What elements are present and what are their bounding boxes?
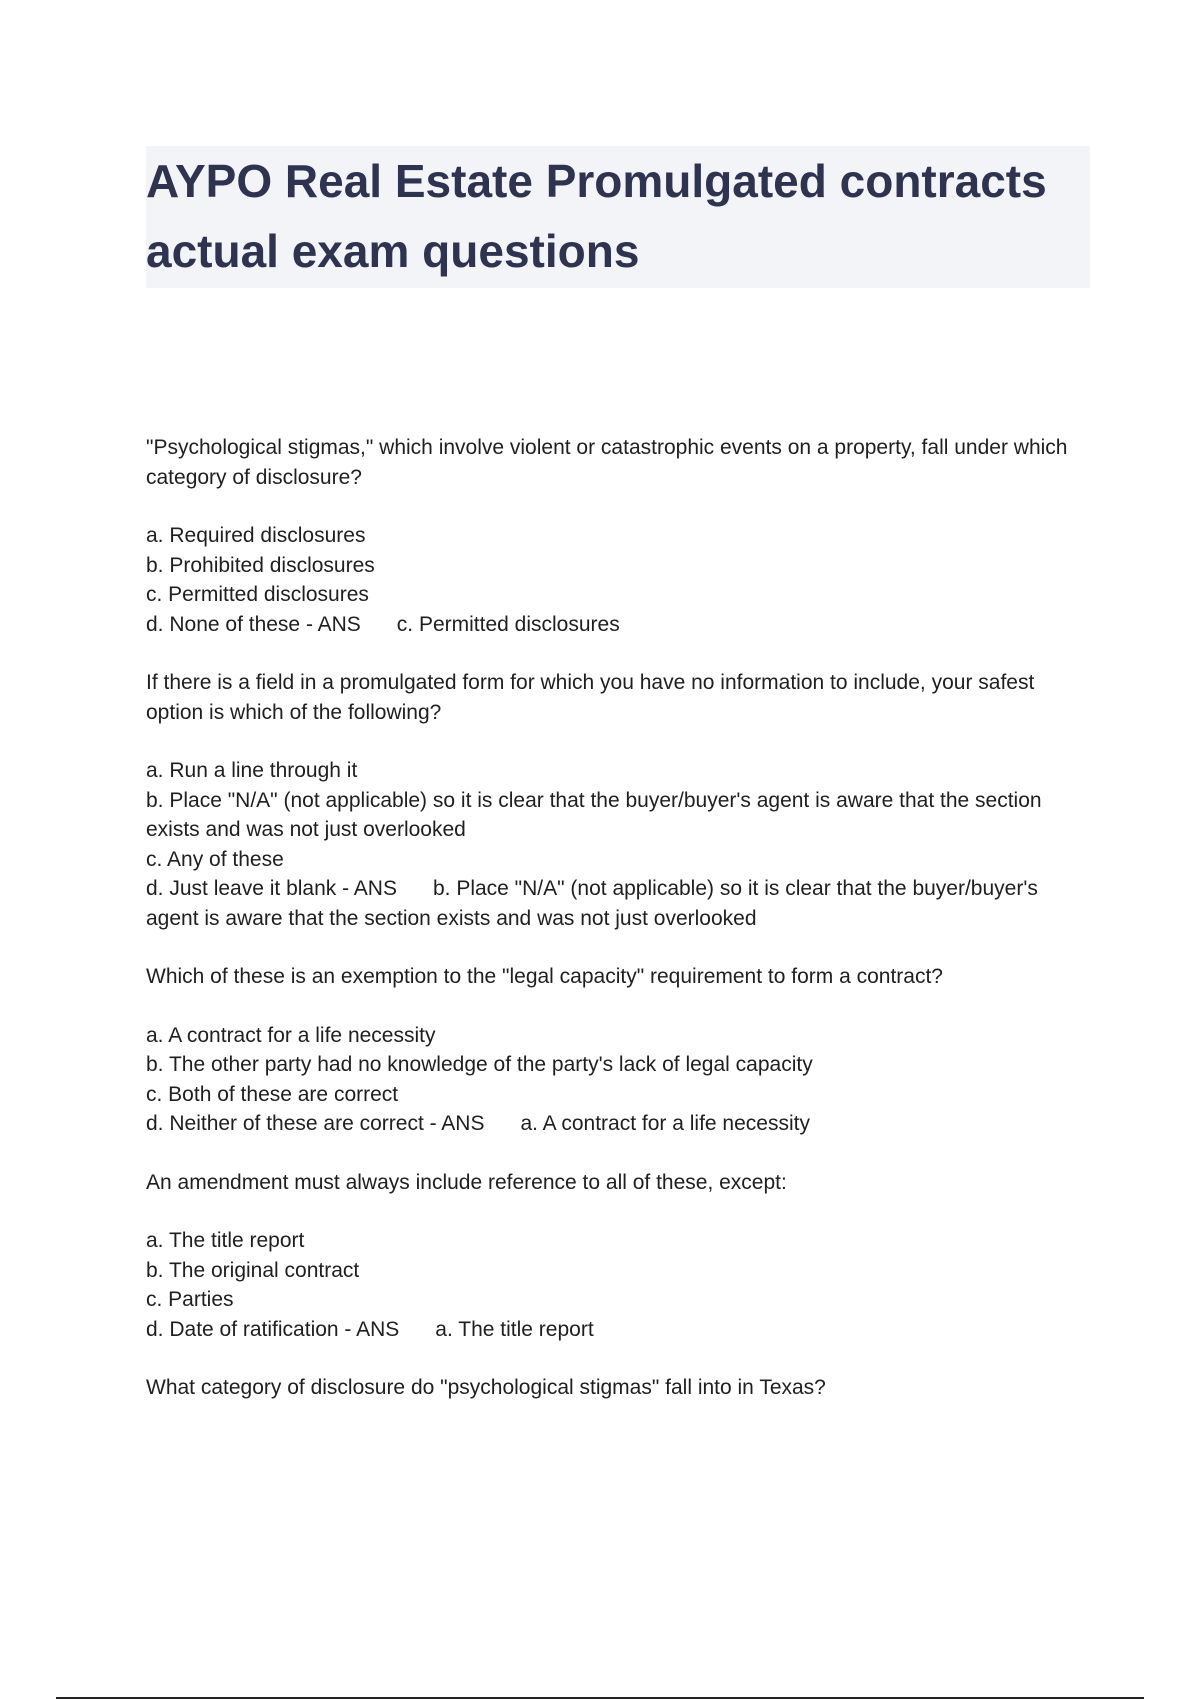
question-block-1 — [146, 433, 1096, 639]
option-d: d. Neither of these are correct - ANS — [146, 1112, 485, 1135]
question-block-2 — [146, 668, 1096, 933]
option-b: b. Prohibited disclosures — [146, 553, 375, 577]
option-d: d. Just leave it blank - ANS — [146, 877, 397, 900]
option-d-with-answer — [146, 874, 1096, 933]
question-text: What category of disclosure do "psychological stigmas" fall into in Texas? — [146, 1376, 826, 1399]
title-banner — [146, 146, 1090, 288]
answer-text: a. The title report — [435, 1317, 594, 1341]
document-title: AYPO Real Estate Promulgated contracts actual exam questions — [146, 155, 1047, 277]
question-text: If there is a field in a promulgated form for which you have no information to include, your safest option is which of the following? — [146, 671, 1035, 724]
option-a: a. Required disclosures — [146, 524, 366, 547]
answer-text: b. Place "N/A" (not applicable) so it is clear that the buyer/buyer's agent is aware that the section exists and was not just overlooked — [146, 877, 1038, 930]
option-b: b. The original contract — [146, 1258, 360, 1282]
option-d-with-answer — [146, 1109, 1096, 1139]
option-list — [146, 521, 1096, 639]
option-a: a. Run a line through it — [146, 759, 358, 782]
option-list — [146, 1021, 1096, 1139]
page-bottom-rule — [56, 1697, 1144, 1699]
question-block-3 — [146, 962, 1096, 1139]
option-d-with-answer — [146, 1315, 1096, 1345]
option-c: c. Permitted disclosures — [146, 583, 369, 606]
option-d: d. None of these - ANS — [146, 612, 361, 636]
question-text: Which of these is an exemption to the "legal capacity" requirement to form a contract? — [146, 965, 943, 988]
question-list — [146, 433, 1096, 1432]
option-a: a. A contract for a life necessity — [146, 1023, 436, 1047]
option-d-with-answer — [146, 610, 1096, 640]
option-c: c. Parties — [146, 1288, 234, 1311]
option-b: b. The other party had no knowledge of the party's lack of legal capacity — [146, 1053, 813, 1076]
option-list — [146, 756, 1096, 933]
question-text: An amendment must always include reference to all of these, except: — [146, 1170, 787, 1194]
question-block-4 — [146, 1168, 1096, 1345]
option-d: d. Date of ratification - ANS — [146, 1317, 400, 1341]
question-text: "Psychological stigmas," which involve violent or catastrophic events on a property, fall under which category of disclosure? — [146, 436, 1068, 489]
option-a: a. The title report — [146, 1229, 305, 1252]
answer-text: c. Permitted disclosures — [396, 612, 620, 636]
option-b: b. Place "N/A" (not applicable) so it is clear that the buyer/buyer's agent is aware that the section exists and was not just overlooked — [146, 788, 1042, 841]
option-c: c. Both of these are correct — [146, 1082, 399, 1106]
answer-text: a. A contract for a life necessity — [520, 1112, 810, 1135]
option-list — [146, 1226, 1096, 1344]
option-c: c. Any of these — [146, 847, 284, 871]
question-block-5 — [146, 1373, 1096, 1403]
